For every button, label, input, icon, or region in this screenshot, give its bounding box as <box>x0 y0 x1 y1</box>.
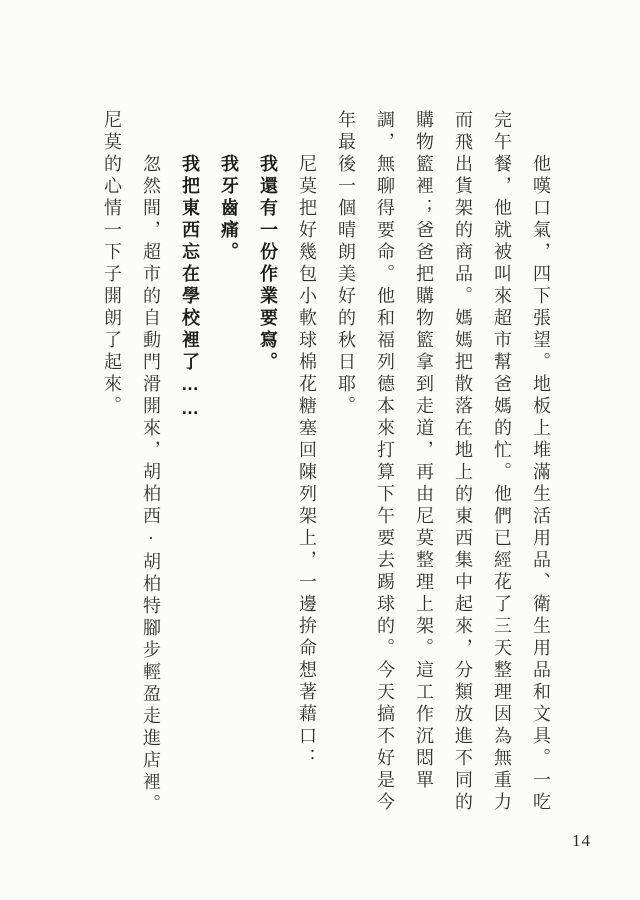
dialogue-toothache-excuse: 我牙齒痛。 <box>219 154 239 264</box>
paragraph-supermarket-scene: 他嘆口氣，四下張望。地板上堆滿生活用品、衛生用品和文具。一吃完午餐，他就被叫來超市幫爸媽的忙。他們已經花了三天整理因為無重力而飛出貨架的商品。媽媽把散落在地上的東西集中起來，分類放進不同的購物籃裡；爸爸把購物籃拿到走道，再由尼莫整理上架。這工作沉悶單調，無聊得要命。他和福列德本來打算下午要去踢球的。今天搞不好是今年最後一個晴朗美好的秋日耶。 <box>336 110 551 814</box>
dialogue-forgot-things-excuse: 我把東西忘在學校裡了…… <box>180 154 200 422</box>
paragraph-door-opens: 忽然間，超市的自動門滑開來，胡柏西·胡柏特腳步輕盈走進店裡。 <box>141 154 161 816</box>
dialogue-homework-excuse: 我還有一份作業要寫。 <box>258 154 278 374</box>
paragraph-excuse-lead-in: 尼莫把好幾包小軟球棉花糖塞回陳列架上，一邊拚命想著藉口： <box>297 154 317 770</box>
page-number: 14 <box>572 831 591 850</box>
vertical-text-block <box>82 110 560 818</box>
paragraph-mood-brightens: 尼莫的心情一下子開朗了起來。 <box>102 110 122 418</box>
